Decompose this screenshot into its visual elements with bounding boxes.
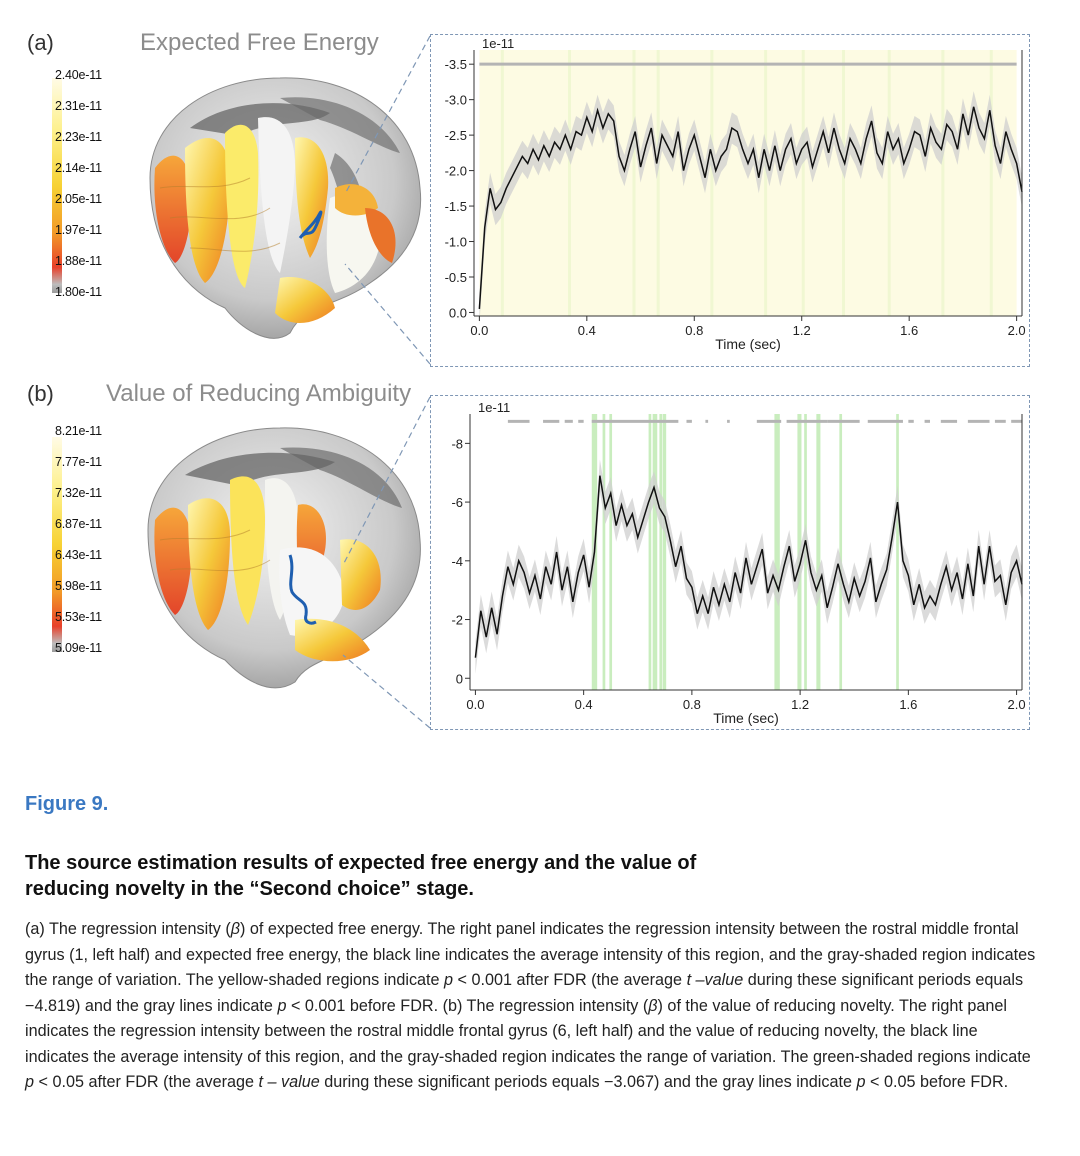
figure-label: Figure 9. [25,793,109,815]
y-tick-label: 0 [455,671,463,687]
shaded-region [839,414,842,690]
faint-stripe [710,50,713,316]
x-tick-label: 0.4 [574,697,593,712]
y-tick-label: -2.5 [444,128,467,144]
caption-italic: t – value [258,1073,320,1091]
x-tick-label: 1.6 [900,323,919,338]
x-tick-label: 0.4 [577,323,596,338]
panel-a-title: Expected Free Energy [140,29,379,56]
colorbar-b-tick: 7.77e-11 [55,455,102,469]
faint-stripe [568,50,571,316]
y-tick-label: -3.0 [444,92,467,108]
x-tick-label: 0.8 [685,323,704,338]
colorbar-a-tick: 1.88e-11 [55,254,102,268]
x-tick-label: 0.0 [470,323,489,338]
x-tick-label: 0.8 [682,697,701,712]
panel-b-title: Value of Reducing Ambiguity [106,380,412,407]
shaded-region [774,414,779,690]
shaded-region [653,414,658,690]
panel-a-letter: (a) [27,30,54,55]
faint-stripe [802,50,805,316]
y-tick-label: -1.0 [444,234,467,250]
faint-stripe [657,50,660,316]
caption-italic: β [230,920,240,938]
caption-text: during these significant periods equals −3.067) and the gray lines indicate [319,1073,857,1091]
plot-b-variation-band [475,460,1022,674]
plot-b-xlabel: Time (sec) [713,710,779,726]
colorbar-b-tick: 6.87e-11 [55,517,102,531]
colorbar-b-labels [55,424,125,664]
colorbar-b-tick: 5.09e-11 [55,641,102,655]
y-tick-label: -6 [451,495,463,511]
colorbar-a-tick: 2.40e-11 [55,68,102,82]
caption-italic: p [277,996,287,1015]
x-tick-label: 1.6 [899,697,918,712]
faint-stripe [990,50,993,316]
figure-caption [25,917,1040,1096]
x-tick-label: 1.2 [791,697,810,712]
y-tick-label: -0.5 [444,269,467,285]
colorbar-a-tick: 2.05e-11 [55,192,102,206]
shaded-region [896,414,899,690]
caption-text: (a) The regression intensity ( [25,920,231,938]
caption-text: during these significant periods equals −4.819) and the gray lines indicate [25,971,1024,1015]
line-chart-a [432,36,1028,366]
plot-a-multiplier: 1e-11 [482,36,515,51]
plot-a-xlabel: Time (sec) [715,336,781,352]
caption-text: < 0.001 after FDR (the average [453,971,687,989]
faint-stripe [764,50,767,316]
faint-stripe [941,50,944,316]
colorbar-b-tick: 8.21e-11 [55,424,102,438]
shaded-region [479,50,1016,316]
shaded-region [609,414,612,690]
y-tick-label: -8 [451,436,463,452]
x-tick-label: 2.0 [1007,323,1026,338]
faint-stripe [842,50,845,316]
faint-stripe [632,50,635,316]
colorbar-a-tick: 1.97e-11 [55,223,102,237]
caption-italic: p [856,1073,866,1091]
x-tick-label: 1.2 [792,323,811,338]
zoom-lines-a [305,34,435,369]
colorbar-a-tick: 1.80e-11 [55,285,102,299]
colorbar-b-tick: 7.32e-11 [55,486,102,500]
caption-text: < 0.001 before FDR. (b) The regression intensity ( [286,996,649,1015]
colorbar-a-tick: 2.31e-11 [55,99,102,113]
shaded-region [603,414,606,690]
plot-b-multiplier: 1e-11 [478,400,511,415]
colorbar-a-tick: 2.23e-11 [55,130,102,144]
y-tick-label: -2.0 [444,163,467,179]
shaded-region [649,414,652,690]
line-chart-b [432,397,1028,729]
caption-text: < 0.05 before FDR. [865,1073,1009,1091]
shaded-region [663,414,667,690]
shaded-region [816,414,820,690]
caption-italic: p [25,1073,35,1091]
caption-text: < 0.05 after FDR (the average [34,1073,259,1091]
y-tick-label: -3.5 [444,57,467,73]
caption-italic: p [444,971,454,989]
y-tick-label: -4 [451,553,463,569]
y-tick-label: 0.0 [448,305,467,321]
colorbar-a-tick: 2.14e-11 [55,161,102,175]
panel-b-letter: (b) [27,381,54,406]
colorbar-b-tick: 6.43e-11 [55,548,102,562]
figure-title: The source estimation results of expected free energy and the value of reducing novelty in the “Second choice” stage. [25,852,697,900]
caption-italic: β [648,996,658,1015]
colorbar-b-tick: 5.53e-11 [55,610,102,624]
x-tick-label: 2.0 [1007,697,1026,712]
y-tick-label: -2 [451,612,463,628]
colorbar-a-labels [55,68,125,308]
colorbar-b-tick: 5.98e-11 [55,579,102,593]
caption-italic: t –value [686,971,744,989]
caption-text: ) of the value of reducing novelty. The right panel indicates the regression intensity between the rostral middle frontal gyrus (6, left half) and the value of reducing novelty, the black line indicates the average intensity of this region, and the gray-shaded region indicates the range of variation. The green-shaded regions indicate [25,996,1031,1066]
shaded-region [659,414,662,690]
x-tick-label: 0.0 [466,697,485,712]
faint-stripe [888,50,891,316]
zoom-lines-b [305,395,435,732]
caption-text: ) of expected free energy. The right panel indicates the regression intensity between the rostral middle frontal gyrus (1, left half) and expected free energy, the black line indicates the average intensity of this region, and the gray-shaded region indicates the range of variation. The yellow-shaded regions indicate [25,920,1036,989]
y-tick-label: -1.5 [444,199,467,215]
